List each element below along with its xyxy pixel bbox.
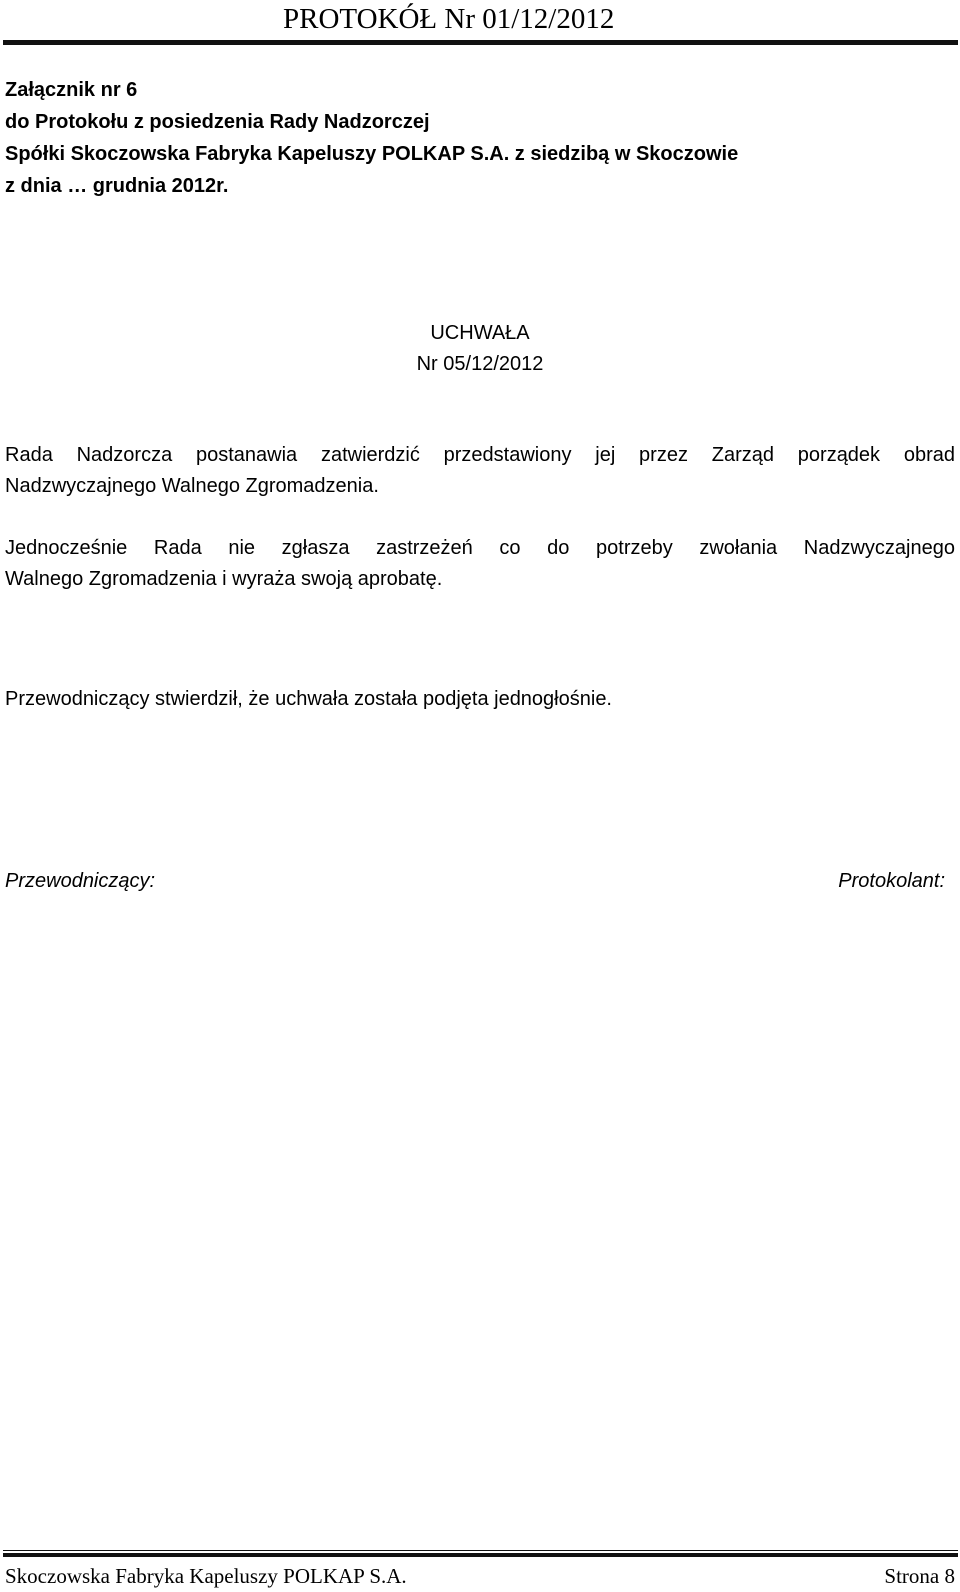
footer-divider-thick xyxy=(3,1553,958,1557)
paragraph-line: Rada Nadzorcza postanawia zatwierdzić przedstawiony jej przez Zarząd porządek obrad xyxy=(5,444,955,466)
header-divider xyxy=(3,40,958,45)
footer-page-number: Strona 8 xyxy=(884,1564,955,1588)
attachment-line: Spółki Skoczowska Fabryka Kapeluszy POLKAP S.A. z siedzibą w Skoczowie xyxy=(5,143,739,165)
resolution-heading xyxy=(0,318,960,380)
resolution-paragraph-no-objections xyxy=(5,533,955,595)
chairman-signature-label: Przewodniczący: xyxy=(5,870,156,892)
attachment-line: z dnia … grudnia 2012r. xyxy=(5,175,229,197)
attachment-line: do Protokołu z posiedzenia Rady Nadzorczej xyxy=(5,111,430,133)
resolution-title: UCHWAŁA xyxy=(430,322,530,344)
footer-company: Skoczowska Fabryka Kapeluszy POLKAP S.A. xyxy=(5,1564,407,1588)
paragraph-line: Walnego Zgromadzenia i wyraża swoją aprobatę. xyxy=(5,568,443,590)
resolution-paragraph-vote-result xyxy=(5,684,955,715)
attachment-block xyxy=(5,74,738,202)
paragraph-line: Przewodniczący stwierdził, że uchwała została podjęta jednogłośnie. xyxy=(5,688,612,710)
attachment-line: Załącznik nr 6 xyxy=(5,79,138,101)
recorder-signature-label: Protokolant: xyxy=(838,870,945,892)
paragraph-line: Nadzwyczajnego Walnego Zgromadzenia. xyxy=(5,475,379,497)
footer-divider-thin xyxy=(3,1550,958,1551)
resolution-number: Nr 05/12/2012 xyxy=(416,353,544,375)
page-header-title: PROTOKÓŁ Nr 01/12/2012 xyxy=(283,3,615,35)
resolution-paragraph-approval xyxy=(5,440,955,502)
paragraph-line: Jednocześnie Rada nie zgłasza zastrzeżeń co do potrzeby zwołania Nadzwyczajnego xyxy=(5,537,955,559)
